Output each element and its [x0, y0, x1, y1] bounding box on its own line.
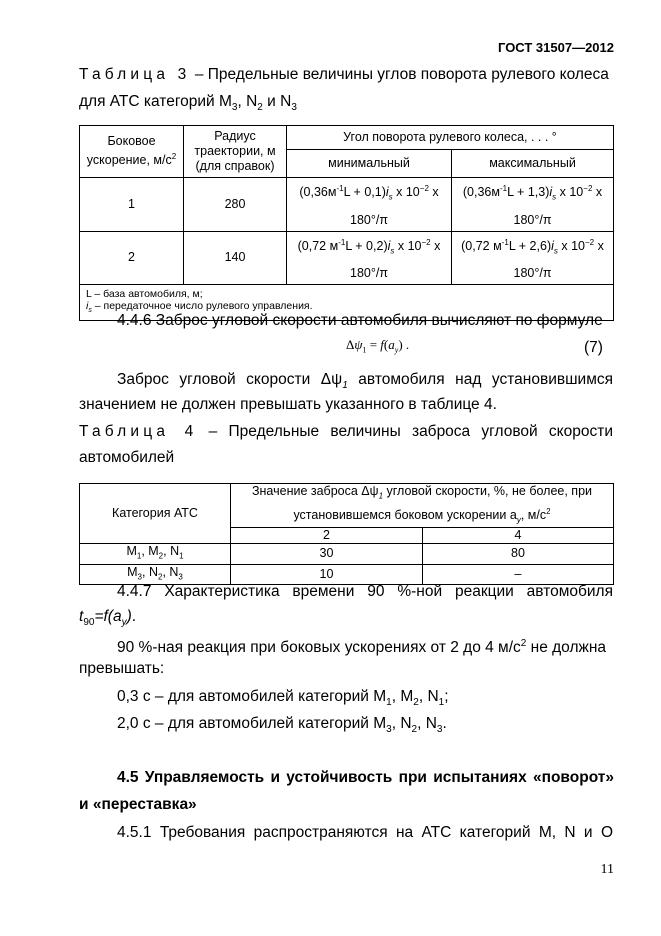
formula-number: (7): [584, 339, 603, 356]
t4-v2-1: 80: [423, 544, 614, 565]
t3-max-1: $(0,36м^{-1}L + 1,3)i_s$ x $10^{-2}$ x 180°/π: [452, 178, 614, 232]
table-4: [79, 483, 614, 585]
table-3: [79, 125, 614, 321]
section-heading-4-5-line2: и «переставка»: [79, 796, 197, 813]
paragraph-zabros-line2: значением не должен превышать указанного в таблице 4.: [79, 396, 497, 413]
page-number: 11: [600, 862, 614, 877]
paragraph-90-line1: 90 %-ная реакция при боковых ускорениях от 2 до 4 $м/с^2$ не должна: [117, 638, 607, 657]
t4-header-value: Значение заброса $\Delta\psi_1$ угловой скорости, %, не более, при установившемся боковом ускорении $a_y$, $м/с^2$: [231, 484, 614, 528]
table3-caption-line1: [79, 64, 612, 85]
t3-note-2: – передаточное число рулевого управления.: [94, 300, 313, 313]
t3-acc-1: 1: [80, 178, 184, 232]
formula-7: $\Delta\psi_1 = f(a_y)$ .: [346, 337, 410, 355]
table-row: [80, 178, 614, 232]
t3-header-radius: Радиус траектории, м (для справок): [184, 126, 287, 178]
section-heading-4-5-line1: 4.5 Управляемость и устойчивость при испытаниях «поворот»: [117, 769, 614, 786]
t4-sub-2: 2: [231, 528, 423, 544]
table4-caption-line1: Таблица 4 – Предельные величины заброса угловой скорости: [79, 423, 613, 440]
t3-radius-1: 280: [184, 178, 287, 232]
list-item: 2,0 с – для автомобилей категорий $М_3$, $N_2$, $N_3$.: [117, 715, 447, 736]
t4-cat-2: $М_3$, $N_2$, $N_3$: [80, 564, 231, 585]
table3-caption-rest: – Предельные величины углов поворота рулевого колеса: [194, 66, 609, 83]
t3-min-2: (0,72 $м^{-1}L + 0,2)i_s$ x $10^{-2}$ x 180°/π: [287, 231, 452, 285]
list-item: 0,3 с – для автомобилей категорий $М_1$, $М_2$, $N_1$;: [117, 688, 449, 709]
t4-v2-2: –: [423, 564, 614, 585]
paragraph-90-line2: превышать:: [79, 660, 165, 677]
t3-header-max: максимальный: [452, 150, 614, 178]
table3-note: L – база автомобиля, м; $i_s$ – передаточное число рулевого управления.: [80, 285, 614, 321]
t4-v1-2: 10: [231, 564, 423, 585]
table-row: [80, 231, 614, 285]
table4-caption-line2: автомобилей: [79, 449, 175, 466]
table3-caption-line2: для АТС категорий $М_3$, $N_2$ и $N_3$: [79, 93, 297, 114]
page-header: ГОСТ 31507—2012: [498, 40, 614, 55]
t4-sub-4: 4: [423, 528, 614, 544]
paragraph-4-5-1: 4.5.1 Требования распространяются на АТС категорий М, N и О: [117, 824, 613, 841]
t4-cat-1: $М_1$, $М_2$, $N_1$: [80, 544, 231, 565]
t3-min-1: $(0,36м^{-1}L + 0,1)i_s$ x $10^{-2}$ x 180°/π: [287, 178, 452, 232]
t4-v1-1: 30: [231, 544, 423, 565]
t3-header-min: минимальный: [287, 150, 452, 178]
t3-header-angle: Угол поворота рулевого колеса, . . . °: [287, 126, 614, 150]
t3-acc-2: 2: [80, 231, 184, 285]
t3-radius-2: 140: [184, 231, 287, 285]
t3-max-2: (0,72 $м^{-1}L + 2,6)i_s$ x $10^{-2}$ x 180°/π: [452, 231, 614, 285]
paragraph-4-4-6: 4.4.6 Заброс угловой скорости автомобиля вычисляют по формуле: [117, 312, 603, 329]
paragraph-4-4-7-line1: 4.4.7 Характеристика времени 90 %-ной реакции автомобиля: [117, 583, 613, 600]
table3-caption-label: Таблица 3: [79, 66, 191, 83]
t3-note-1: L – база автомобиля, м;: [86, 288, 203, 301]
paragraph-zabros-line1: Заброс угловой скорости $\Delta\psi_1$ автомобиля над установившимся: [117, 371, 613, 392]
table-row: [80, 544, 614, 565]
t4-header-category: Категория АТС: [80, 484, 231, 544]
paragraph-4-4-7-line2: $t_{90}=f(a_y)$.: [79, 608, 137, 629]
t3-header-acc: Боковое ускорение, $м/с^2$: [80, 126, 184, 178]
